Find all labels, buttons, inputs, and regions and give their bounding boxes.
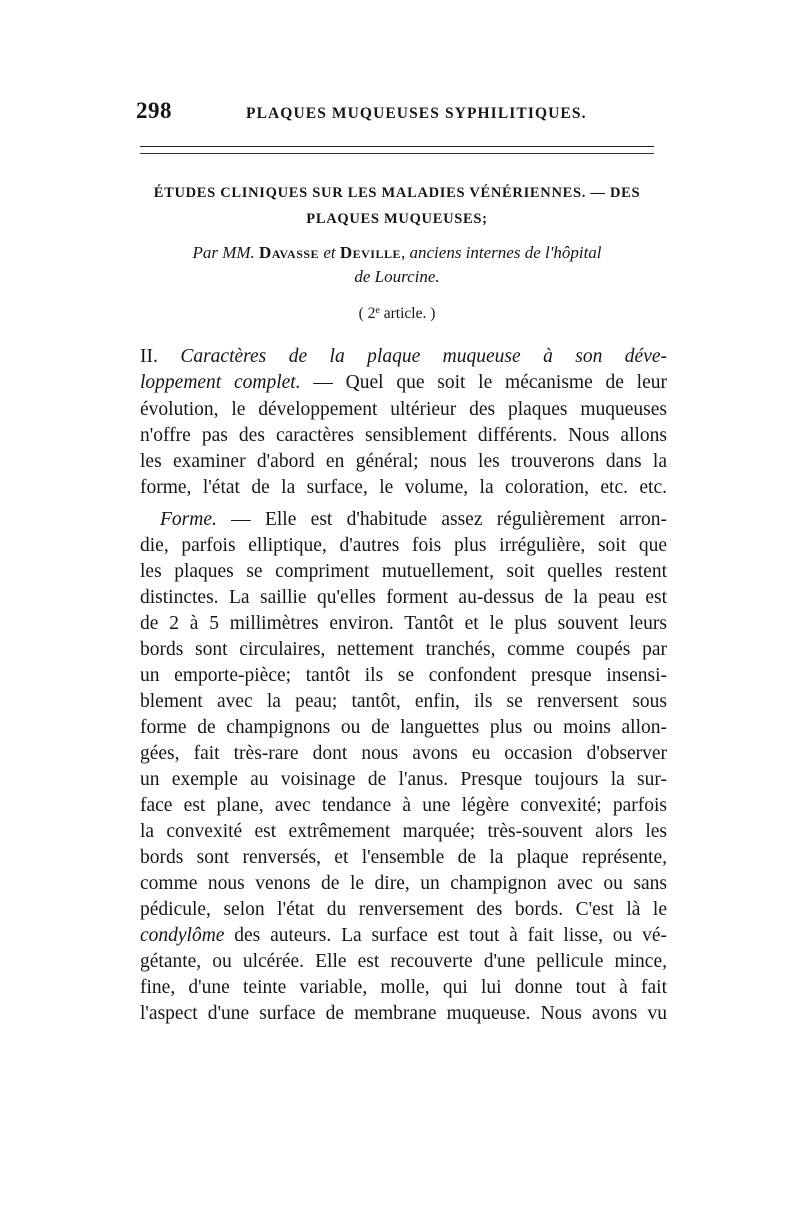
section-numeral: II. <box>140 346 158 367</box>
article-number-sup: e <box>375 305 380 316</box>
body-line: face est plane, avec tendance à une légère convexité; parfois <box>140 795 667 816</box>
body-line <box>140 370 667 396</box>
body-line <box>140 923 667 949</box>
body-line: comme nous venons de le dire, un champignon avec ou sans <box>140 873 667 894</box>
article-title-line-2: PLAQUES MUQUEUSES; <box>306 211 488 227</box>
byline <box>140 243 654 263</box>
body-line: un exemple au voisinage de l'anus. Presque toujours la sur- <box>140 769 667 790</box>
section-heading <box>140 344 667 370</box>
forme-label: Forme. <box>160 509 217 530</box>
page-number: 298 <box>136 98 172 123</box>
running-title: PLAQUES MUQUEUSES SYPHILITIQUES. <box>246 105 587 122</box>
section-heading-italic-2: loppement complet. <box>140 372 301 393</box>
author-davasse: Davasse <box>259 243 320 262</box>
body-line-last: l'aspect d'une surface de membrane muqueuse. Nous avons vu <box>140 1003 667 1024</box>
body-line: bords sont renversés, et l'ensemble de la plaque représente, <box>140 847 667 868</box>
byline-conjunction: et <box>323 243 336 262</box>
body-line: les plaques se compriment mutuellement, soit quelles restent <box>140 561 667 582</box>
section-heading-dash-text: — Quel que soit le mécanisme de leur <box>300 372 667 393</box>
section-heading-italic: Caractères de la plaque muqueuse à son déve- <box>180 346 668 367</box>
byline-line-2: de Lourcine. <box>354 267 440 286</box>
article-number-close: article. ) <box>379 305 436 322</box>
body-line: gétante, ou ulcérée. Elle est recouverte d'une pellicule mince, <box>140 951 667 972</box>
body-line: de 2 à 5 millimètres environ. Tantôt et le plus souvent leurs <box>140 613 667 634</box>
body-line: bords sont circulaires, nettement tranchés, comme coupés par <box>140 639 667 660</box>
condylome-line-rest: des auteurs. La surface est tout à fait lisse, ou vé- <box>224 925 667 946</box>
byline-suffix: , anciens internes de l'hôpital <box>401 243 602 262</box>
byline-prefix: Par MM. <box>192 243 255 262</box>
body-line: un emporte-pièce; tantôt ils se confondent presque insensi- <box>140 665 667 686</box>
body-line: fine, d'une teinte variable, molle, qui lui donne tout à fait <box>140 977 667 998</box>
author-deville: Deville <box>339 243 401 262</box>
body-line: la convexité est extrêmement marquée; très-souvent alors les <box>140 821 667 842</box>
body-line: pédicule, selon l'état du renversement des bords. C'est là le <box>140 899 667 920</box>
header-rule <box>140 146 654 147</box>
forme-first-line: — Elle est d'habitude assez régulièrement arron- <box>216 509 667 530</box>
body-line: forme de champignons ou de languettes plus ou moins allon- <box>140 717 667 738</box>
body-line: gées, fait très-rare dont nous avons eu occasion d'observer <box>140 743 667 764</box>
body-line: les examiner d'abord en général; nous les trouverons dans la <box>140 451 667 472</box>
body-line: distinctes. La saillie qu'elles forment au-dessus de la peau est <box>140 587 667 608</box>
header-rule-thin <box>140 153 654 154</box>
body-line: n'offre pas des caractères sensiblement différents. Nous allons <box>140 425 667 446</box>
body-line: forme, l'état de la surface, le volume, la coloration, etc. etc. <box>140 477 667 498</box>
article-title-line-1: ÉTUDES CLINIQUES SUR LES MALADIES VÉNÉRIENNES. — DES <box>153 185 641 201</box>
body-line: évolution, le développement ultérieur des plaques muqueuses <box>140 399 667 420</box>
body-line: blement avec la peau; tantôt, enfin, ils se renversent sous <box>140 691 667 712</box>
body-line: die, parfois elliptique, d'autres fois plus irrégulière, soit que <box>140 535 667 556</box>
condylome-term: condylôme <box>140 925 225 946</box>
forme-paragraph-start <box>160 507 667 533</box>
article-number <box>140 305 654 323</box>
article-number-open: ( 2 <box>358 305 376 322</box>
